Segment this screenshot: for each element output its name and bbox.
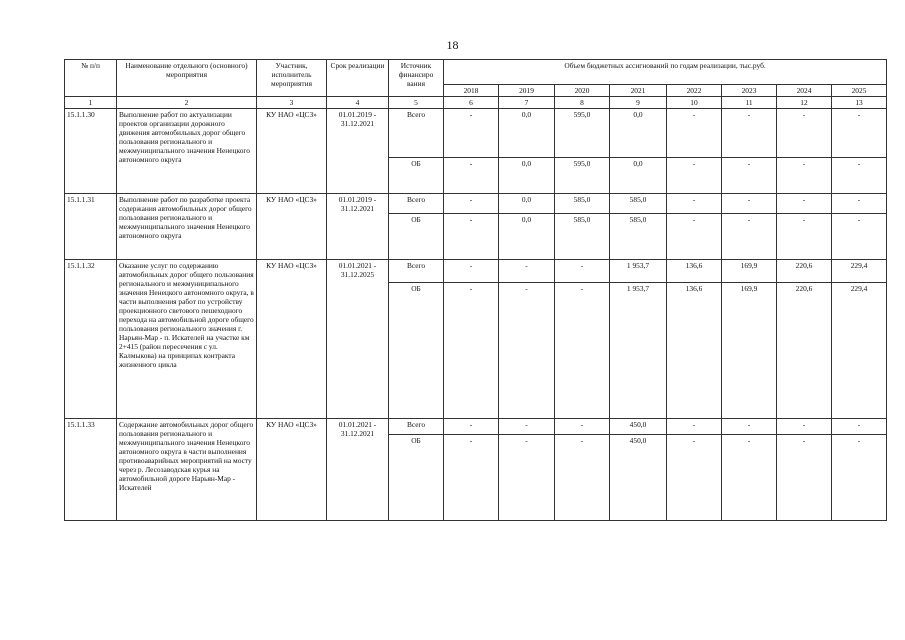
budget-value: - [832, 435, 887, 521]
budget-value: - [499, 260, 555, 283]
budget-value: - [832, 419, 887, 435]
funding-source: Всего [389, 109, 444, 158]
funding-source: ОБ [389, 214, 444, 260]
budget-value: 136,6 [667, 260, 722, 283]
column-number: 9 [610, 97, 667, 109]
budget-value: 169,9 [722, 260, 777, 283]
budget-value: - [777, 435, 832, 521]
budget-value: - [722, 435, 777, 521]
budget-table [64, 59, 887, 521]
budget-value: - [555, 435, 610, 521]
column-number: 1 [65, 97, 117, 109]
budget-value: - [444, 214, 499, 260]
row-number: 15.1.1.33 [65, 419, 117, 521]
column-number: 10 [667, 97, 722, 109]
funding-source: ОБ [389, 283, 444, 419]
column-numbers-row [65, 97, 887, 109]
budget-value: - [555, 260, 610, 283]
budget-value: 0,0 [610, 158, 667, 194]
header-row [65, 60, 887, 85]
budget-value: 1 953,7 [610, 260, 667, 283]
header-year: 2025 [832, 85, 887, 97]
budget-value: 0,0 [499, 194, 555, 214]
budget-value: 585,0 [555, 214, 610, 260]
budget-value: - [667, 435, 722, 521]
header-year: 2021 [610, 85, 667, 97]
budget-value: 450,0 [610, 419, 667, 435]
participant: КУ НАО «ЦСЗ» [257, 109, 327, 194]
funding-source: ОБ [389, 435, 444, 521]
budget-value: - [777, 419, 832, 435]
budget-value: - [667, 194, 722, 214]
header-term: Срок реализации [327, 60, 389, 97]
participant: КУ НАО «ЦСЗ» [257, 260, 327, 419]
budget-value: - [722, 194, 777, 214]
table-row [65, 419, 887, 435]
column-number: 6 [444, 97, 499, 109]
budget-value: 0,0 [499, 158, 555, 194]
budget-value: 220,6 [777, 283, 832, 419]
header-year: 2019 [499, 85, 555, 97]
term: 01.01.2021 - 31.12.2021 [327, 419, 389, 521]
column-number: 11 [722, 97, 777, 109]
header-year: 2018 [444, 85, 499, 97]
budget-value: - [555, 283, 610, 419]
table-row [65, 260, 887, 283]
budget-value: 585,0 [555, 194, 610, 214]
row-number: 15.1.1.30 [65, 109, 117, 194]
header-source: Источник финансиро вания [389, 60, 444, 97]
table-row [65, 109, 887, 158]
budget-value: 585,0 [610, 194, 667, 214]
budget-value: 595,0 [555, 109, 610, 158]
funding-source: ОБ [389, 158, 444, 194]
budget-value: - [444, 435, 499, 521]
header-year: 2020 [555, 85, 610, 97]
budget-value: 595,0 [555, 158, 610, 194]
budget-value: - [722, 419, 777, 435]
header-year: 2022 [667, 85, 722, 97]
budget-value: 0,0 [499, 214, 555, 260]
event-name: Выполнение работ по разработке проекта содержания автомобильных дорог общего пользования регионального и межмуниципального значения Ненецкого автономного округа [117, 194, 257, 260]
page-number: 18 [446, 38, 459, 52]
header-year: 2023 [722, 85, 777, 97]
column-number: 7 [499, 97, 555, 109]
budget-value: - [667, 109, 722, 158]
budget-value: - [444, 194, 499, 214]
budget-value: - [667, 419, 722, 435]
participant: КУ НАО «ЦСЗ» [257, 194, 327, 260]
budget-value: - [832, 158, 887, 194]
budget-value: - [777, 158, 832, 194]
row-number: 15.1.1.31 [65, 194, 117, 260]
budget-value: - [667, 214, 722, 260]
budget-value: 0,0 [499, 109, 555, 158]
budget-value: 585,0 [610, 214, 667, 260]
budget-value: - [444, 260, 499, 283]
funding-source: Всего [389, 194, 444, 214]
budget-value: - [722, 214, 777, 260]
budget-value: 1 953,7 [610, 283, 667, 419]
term: 01.01.2021 - 31.12.2025 [327, 260, 389, 419]
funding-source: Всего [389, 260, 444, 283]
header-no: № п/п [65, 60, 117, 97]
column-number: 3 [257, 97, 327, 109]
budget-value: - [667, 158, 722, 194]
event-name: Оказание услуг по содержанию автомобильных дорог общего пользования регионального и межмуниципального значения Ненецкого автономного округа, в части выполнения работ по устройству проекционного светового пешеходного перехода на автомобильной дороге общего пользования регионального значения г. Нарьян-Мар - п. Искателей на участке км 2+415 (район пересечения с ул. Калмыкова) на принципах контракта жизненного цикла [117, 260, 257, 419]
column-number: 12 [777, 97, 832, 109]
row-number: 15.1.1.32 [65, 260, 117, 419]
table-row [65, 194, 887, 214]
event-name: Содержание автомобильных дорог общего пользования регионального и межмуниципального значения Ненецкого автономного округа в части выполнения противоаварийных мероприятий на мосту через р. Лесозаводская курья на автомобильной дороге Нарьян-Мар - Искателей [117, 419, 257, 521]
budget-value: - [444, 158, 499, 194]
header-name: Наименование отдельного (основного) мероприятия [117, 60, 257, 97]
budget-value: - [722, 109, 777, 158]
header-participant: Участник, исполнитель мероприятия [257, 60, 327, 97]
budget-value: - [499, 419, 555, 435]
funding-source: Всего [389, 419, 444, 435]
column-number: 8 [555, 97, 610, 109]
budget-value: 220,6 [777, 260, 832, 283]
budget-value: 450,0 [610, 435, 667, 521]
event-name: Выполнение работ по актуализации проектов организации дорожного движения автомобильных дорог общего пользования регионального и межмуниципального значения Ненецкого автономного округа [117, 109, 257, 194]
budget-value: - [777, 214, 832, 260]
budget-value: - [832, 214, 887, 260]
column-number: 13 [832, 97, 887, 109]
term: 01.01.2019 - 31.12.2021 [327, 194, 389, 260]
budget-value: - [555, 419, 610, 435]
column-number: 4 [327, 97, 389, 109]
header-year: 2024 [777, 85, 832, 97]
budget-value: - [832, 194, 887, 214]
budget-value: - [444, 419, 499, 435]
budget-value: 229,4 [832, 260, 887, 283]
header-volume: Объем бюджетных ассигнований по годам реализации, тыс.руб. [444, 60, 887, 85]
budget-value: 229,4 [832, 283, 887, 419]
budget-value: - [722, 158, 777, 194]
budget-value: - [444, 283, 499, 419]
budget-value: - [499, 435, 555, 521]
column-number: 2 [117, 97, 257, 109]
budget-value: - [777, 109, 832, 158]
budget-value: - [832, 109, 887, 158]
column-number: 5 [389, 97, 444, 109]
budget-value: - [444, 109, 499, 158]
budget-value: - [777, 194, 832, 214]
budget-value: 0,0 [610, 109, 667, 158]
budget-value: - [499, 283, 555, 419]
budget-value: 136,6 [667, 283, 722, 419]
budget-value: 169,9 [722, 283, 777, 419]
participant: КУ НАО «ЦСЗ» [257, 419, 327, 521]
term: 01.01.2019 - 31.12.2021 [327, 109, 389, 194]
